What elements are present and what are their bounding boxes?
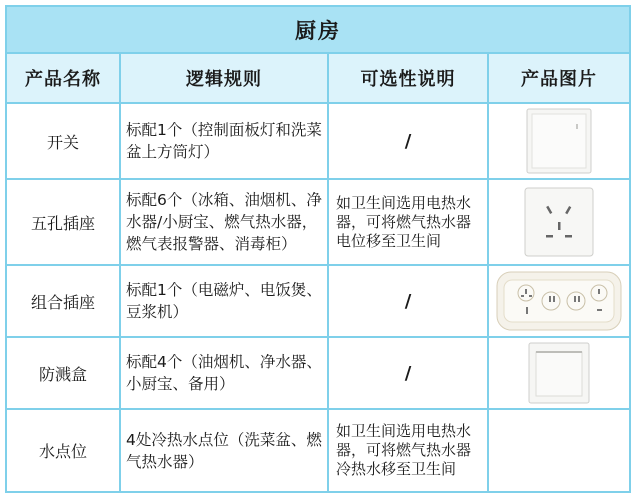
row-2-name: 五孔插座 [7,180,119,264]
header-logic-rule: 逻辑规则 [121,54,327,102]
row-divider [7,52,629,54]
row-3-image [489,266,629,336]
row-3-rule-text: 标配1个（电磁炉、电饭煲、豆浆机） [126,281,322,321]
row-5-rule [121,410,327,491]
row-3-rule [121,266,327,336]
splash-box-icon [528,342,590,404]
column-divider [119,54,121,491]
row-3-name: 组合插座 [7,266,119,336]
row-divider [7,264,629,266]
row-5-rule-text: 4处冷热水点位（洗菜盆、燃气热水器） [126,430,322,471]
row-divider [7,408,629,410]
row-4-name: 防溅盒 [7,338,119,408]
row-1-rule-text: 标配1个（控制面板灯和洗菜盆上方筒灯） [126,121,322,161]
column-divider [327,54,329,491]
table-title: 厨房 [7,7,629,52]
row-3-note: / [329,266,487,336]
row-divider [7,336,629,338]
header-product-image: 产品图片 [489,54,629,102]
row-1-note: / [329,104,487,178]
row-divider [7,178,629,180]
row-5-note-text: 如卫生间选用电热水器，可将燃气热水器冷热水移至卫生间 [336,422,472,478]
row-2-note [329,180,487,264]
row-4-rule-text: 标配4个（油烟机、净水器、小厨宝、备用） [126,353,322,393]
row-2-rule [121,180,327,264]
row-5-image [489,410,629,491]
five-hole-socket-icon [524,187,594,257]
row-2-rule-text: 标配6个（冰箱、油烟机、净水器/小厨宝、燃气热水器，燃气表报警器、消毒柜） [126,191,322,253]
header-product-name: 产品名称 [7,54,119,102]
wall-switch-icon [526,108,592,174]
row-1-image [489,104,629,178]
row-4-rule [121,338,327,408]
header-optional-note: 可选性说明 [329,54,487,102]
column-divider [487,54,489,491]
combination-socket-icon [496,271,622,331]
row-divider [7,102,629,104]
row-2-note-text: 如卫生间选用电热水器，可将燃气热水器电位移至卫生间 [336,193,472,250]
row-1-rule [121,104,327,178]
row-4-image [489,338,629,408]
row-5-name: 水点位 [7,410,119,491]
row-1-name: 开关 [7,104,119,178]
row-4-note: / [329,338,487,408]
row-5-note [329,410,487,491]
row-2-image [489,180,629,264]
